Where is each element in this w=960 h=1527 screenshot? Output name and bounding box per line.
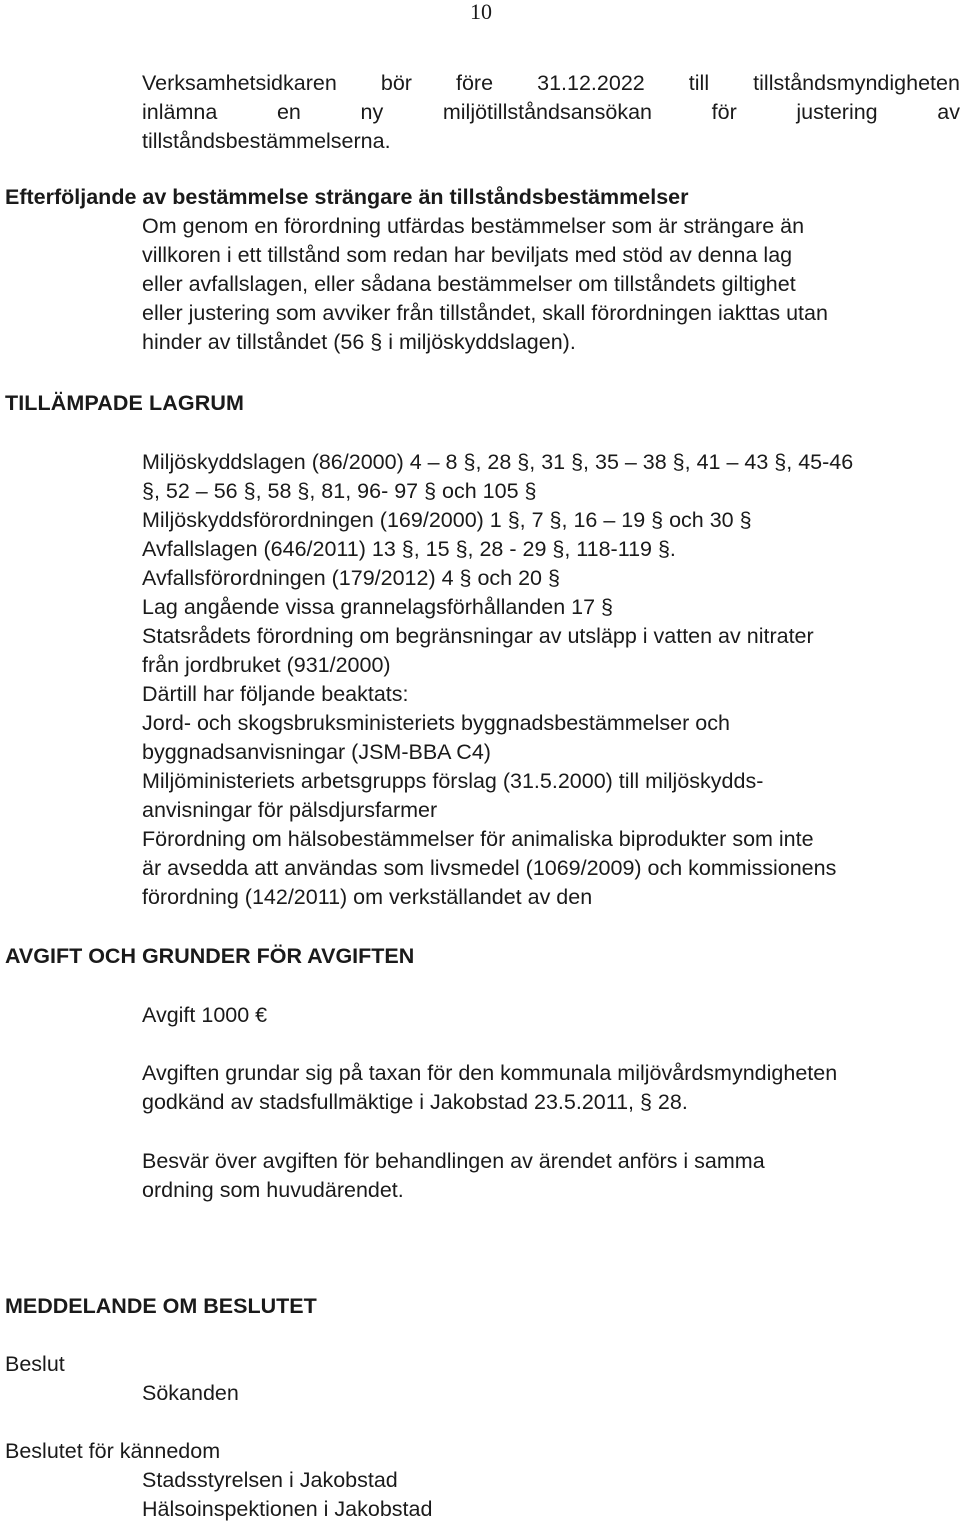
section-heading: AVGIFT OCH GRUNDER FÖR AVGIFTEN [5, 944, 415, 968]
decision-label: Beslut [5, 1352, 65, 1376]
paragraph-line: Om genom en förordning utfärdas bestämmelser som är strängare än [142, 214, 805, 238]
stricter-section-heading [5, 183, 960, 212]
section-heading: TILLÄMPADE LAGRUM [5, 391, 244, 415]
law-line: anvisningar för pälsdjursfarmer [142, 798, 438, 822]
word: bör [380, 71, 412, 95]
paragraph-line: eller avfallslagen, eller sådana bestämmelser om tillståndets giltighet [142, 272, 796, 296]
lagrum-heading [5, 389, 960, 418]
info-recipient: Stadsstyrelsen i Jakobstad [142, 1468, 398, 1492]
lagrum-list [142, 448, 960, 912]
decision-label-block [5, 1350, 960, 1379]
notice-heading [5, 1292, 960, 1321]
paragraph-line: eller justering som avviker från tillståndet, skall förordningen iakttas utan [142, 301, 828, 325]
law-line: Miljöskyddsförordningen (169/2000) 1 §, 7 §, 16 – 19 § och 30 § [142, 508, 752, 532]
word: för [711, 100, 737, 124]
word: 31.12.2022 [537, 71, 645, 95]
fee-appeal-paragraph [142, 1147, 960, 1205]
law-line: Jord- och skogsbruksministeriets byggnadsbestämmelser och [142, 711, 730, 735]
fee-basis-paragraph [142, 1059, 960, 1117]
law-line: från jordbruket (931/2000) [142, 653, 391, 677]
page-number: 10 [470, 0, 492, 24]
word: inlämna [142, 100, 218, 124]
law-line: Förordning om hälsobestämmelser för animaliska biprodukter som inte [142, 827, 814, 851]
info-recipient: Hälsoinspektionen i Jakobstad [142, 1497, 433, 1521]
intro-line-2 [142, 98, 960, 127]
word: justering [796, 100, 878, 124]
law-line: är avsedda att användas som livsmedel (1069/2009) och kommissionens [142, 856, 837, 880]
decision-recipient: Sökanden [142, 1381, 239, 1405]
law-line: förordning (142/2011) om verkställandet av den [142, 885, 593, 909]
word: till [688, 71, 710, 95]
fee-heading [5, 942, 960, 971]
info-label-block [5, 1437, 960, 1466]
section-heading: MEDDELANDE OM BESLUTET [5, 1294, 317, 1318]
law-line: Miljöministeriets arbetsgrupps förslag (31.5.2000) till miljöskydds- [142, 769, 764, 793]
fee-amount-block [142, 1001, 960, 1030]
info-label: Beslutet för kännedom [5, 1439, 221, 1463]
intro-line-1 [142, 69, 960, 98]
stricter-paragraph [142, 212, 960, 357]
paragraph-line: godkänd av stadsfullmäktige i Jakobstad 23.5.2011, § 28. [142, 1090, 688, 1114]
law-line: Avfallsförordningen (179/2012) 4 § och 20 § [142, 566, 560, 590]
law-line: Lag angående vissa grannelagsförhållanden 17 § [142, 595, 613, 619]
law-line: §, 52 – 56 §, 58 §, 81, 96- 97 § och 105 § [142, 479, 537, 503]
section-heading: Efterföljande av bestämmelse strängare än tillståndsbestämmelser [5, 185, 689, 209]
law-line: Miljöskyddslagen (86/2000) 4 – 8 §, 28 §, 31 §, 35 – 38 §, 41 – 43 §, 45-46 [142, 450, 854, 474]
paragraph-line: Besvär över avgiften för behandlingen av ärendet anförs i samma [142, 1149, 765, 1173]
word: miljötillståndsansökan [442, 100, 652, 124]
law-line: byggnadsanvisningar (JSM-BBA C4) [142, 740, 491, 764]
word: ny [360, 100, 384, 124]
word: före [456, 71, 494, 95]
word: en [276, 100, 301, 124]
intro-paragraph [142, 69, 960, 156]
law-line: Avfallslagen (646/2011) 13 §, 15 §, 28 - 29 §, 118-119 §. [142, 537, 676, 561]
decision-recipient-block [142, 1379, 960, 1408]
info-recipients [142, 1466, 960, 1524]
law-line: Statsrådets förordning om begränsningar av utsläpp i vatten av nitrater [142, 624, 814, 648]
word: Verksamhetsidkaren [142, 71, 337, 95]
paragraph-line: ordning som huvudärendet. [142, 1178, 404, 1202]
fee-amount: Avgift 1000 € [142, 1003, 268, 1027]
law-line: Därtill har följande beaktats: [142, 682, 409, 706]
word: av [937, 100, 960, 124]
word: tillståndsmyndigheten [753, 71, 960, 95]
paragraph-line: hinder av tillståndet (56 § i miljöskyddslagen). [142, 330, 576, 354]
intro-line-3: tillståndsbestämmelserna. [142, 129, 391, 153]
paragraph-line: villkoren i ett tillstånd som redan har beviljats med stöd av denna lag [142, 243, 793, 267]
paragraph-line: Avgiften grundar sig på taxan för den kommunala miljövårdsmyndigheten [142, 1061, 838, 1085]
